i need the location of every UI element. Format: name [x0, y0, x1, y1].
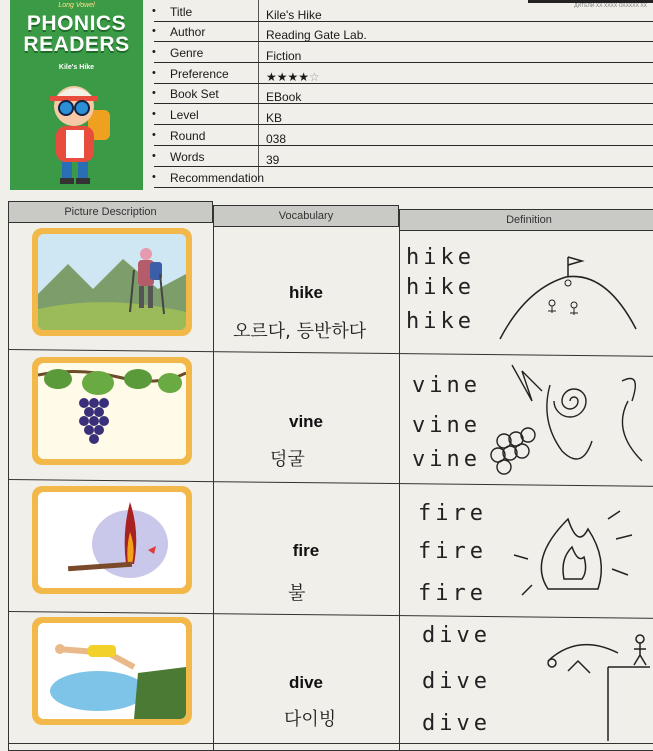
info-row-round: [148, 126, 653, 146]
diver-image: [32, 617, 192, 725]
info-label: Title: [170, 5, 193, 19]
bullet-icon: •: [152, 150, 156, 162]
vocab-word-dive: dive: [288, 673, 324, 692]
cover-series: Long Vowel: [58, 2, 95, 9]
vocab-word-fire: fire: [292, 541, 320, 560]
vocab-word-vine: vine: [288, 412, 324, 431]
handwriting-dive-2: dive: [422, 669, 491, 694]
handwriting-fire-1: fire: [418, 501, 487, 526]
info-row-words: [148, 147, 653, 167]
cover-brand-line2: READERS: [23, 33, 130, 56]
handwriting-dive-1: dive: [422, 623, 491, 648]
hike-sketch: [496, 249, 646, 341]
vine-sketch: [482, 361, 652, 477]
info-value: 39: [266, 153, 280, 167]
korean-meaning-fire: 불: [288, 583, 306, 604]
info-value: 038: [266, 132, 287, 146]
info-row-title: [148, 2, 653, 22]
grape-vine-image: [32, 357, 192, 465]
handwriting-dive-3: dive: [422, 711, 491, 736]
bullet-icon: •: [152, 46, 156, 58]
row-divider-4: [8, 743, 653, 744]
korean-meaning-vine: 덩굴: [270, 449, 305, 470]
handwriting-vine-1: vine: [412, 373, 481, 398]
handwriting-fire-3: fire: [418, 581, 487, 606]
corner-print-text: ДИТЕЛИ ХХ ХХХХ ОХХХХХ ХХ: [574, 3, 647, 9]
fire-sketch: [508, 499, 648, 605]
cover-illustration: [10, 70, 143, 190]
handwriting-fire-2: fire: [418, 539, 487, 564]
bullet-icon: •: [152, 129, 156, 141]
vocabulary-table: [8, 201, 653, 751]
bullet-icon: •: [152, 87, 156, 99]
info-label: Preference: [170, 67, 229, 81]
cover-brand-line1: PHONICS: [26, 12, 127, 35]
handwriting-vine-2: vine: [412, 413, 481, 438]
info-row-book-set: [148, 84, 653, 104]
dive-sketch: [538, 631, 650, 743]
vocab-word-hike: hike: [288, 283, 324, 302]
bullet-icon: •: [152, 108, 156, 120]
info-label: Round: [170, 129, 206, 143]
cover-book-title: Kile's Hike: [58, 64, 95, 71]
info-label: Book Set: [170, 87, 219, 101]
header-definition: Definition: [399, 209, 653, 231]
info-label: Genre: [170, 46, 204, 60]
info-label: Recommendation: [170, 171, 265, 185]
bullet-icon: •: [152, 5, 156, 17]
info-value: Kile's Hike: [266, 8, 322, 22]
info-value: Fiction: [266, 49, 302, 63]
star-rating: ★★★★☆: [266, 70, 320, 84]
handwriting-hike-1: hike: [406, 245, 475, 270]
handwriting-hike-2: hike: [406, 275, 475, 300]
bullet-icon: •: [152, 67, 156, 79]
handwriting-vine-3: vine: [412, 447, 481, 472]
col-divider-2: [399, 231, 400, 751]
korean-meaning-dive: 다이빙: [284, 709, 337, 730]
info-label: Words: [170, 150, 205, 164]
header-vocabulary: Vocabulary: [213, 205, 399, 227]
info-value: KB: [266, 111, 283, 125]
info-value: EBook: [266, 90, 302, 104]
book-cover: [10, 0, 143, 190]
info-row-level: [148, 105, 653, 125]
header-picture-description: Picture Description: [8, 201, 213, 223]
bullet-icon: •: [152, 171, 156, 183]
info-label: Level: [170, 108, 199, 122]
info-row-author: [148, 22, 653, 42]
info-row-recommendation: [148, 168, 653, 188]
info-row-genre: [148, 43, 653, 63]
match-fire-image: [32, 486, 192, 594]
handwriting-hike-3: hike: [406, 309, 475, 334]
info-label: Author: [170, 25, 206, 39]
info-row-preference: [148, 64, 653, 84]
book-info-list: [148, 0, 653, 196]
hiker-image: [32, 228, 192, 336]
korean-meaning-hike: 오르다, 등반하다: [233, 321, 367, 342]
bullet-icon: •: [152, 25, 156, 37]
info-value: Reading Gate Lab.: [266, 28, 367, 42]
